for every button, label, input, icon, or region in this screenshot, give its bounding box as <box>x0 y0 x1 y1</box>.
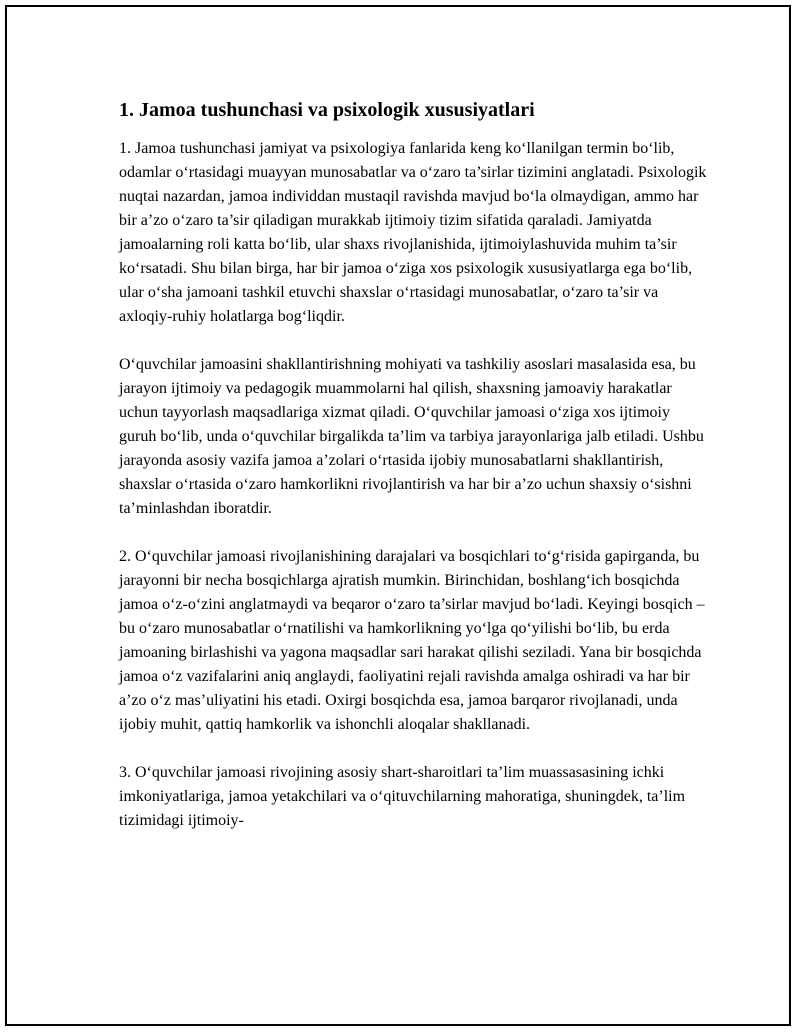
paragraph-3: 2. O‘quvchilar jamoasi rivojlanishining darajalari va bosqichlari to‘g‘risida gapirganda, bu jarayonni bir necha bosqichlarga ajratish mumkin. Birinchidan, boshlang‘ich bosqichda jamoa o‘z-o‘zini anglatmaydi va beqaror o‘zaro ta’sirlar mavjud bo‘ladi. Keyingi bosqich – bu o‘zaro munosabatlar o‘rnatilishi va hamkorlikning yo‘lga qo‘yilishi bo‘lib, bu erda jamoaning birlashishi va yagona maqsadlar sari harakat qilishi seziladi. Yana bir bosqichda jamoa o‘z vazifalarini aniq anglaydi, faoliyatini rejali ravishda amalga oshiradi va har bir a’zo o‘z mas’uliyatini his etadi. Oxirgi bosqichda esa, jamoa barqaror rivojlanadi, unda ijobiy muhit, qattiq hamkorlik va ishonchli aloqalar shakllanadi. <box>119 548 705 733</box>
paragraph-1: 1. Jamoa tushunchasi jamiyat va psixologiya fanlarida keng ko‘llanilgan termin bo‘lib, odamlar o‘rtasidagi muayyan munosabatlar va o‘zaro ta’sirlar tizimini anglatadi. Psixologik nuqtai nazardan, jamoa individdan mustaqil ravishda mavjud bo‘la olmaydigan, ammo har bir a’zo o‘zaro ta’sir qiladigan murakkab ijtimoiy tizim sifatida qaraladi. Jamiyatda jamoalarning roli katta bo‘lib, ular shaxs rivojlanishida, ijtimoiylashuvida muhim ta’sir ko‘rsatadi. Shu bilan birga, har bir jamoa o‘ziga xos psixologik xususiyatlarga ega bo‘lib, ular o‘sha jamoani tashkil etuvchi shaxslar o‘rtasidagi munosabatlar, o‘zaro ta’sir va axloqiy-ruhiy holatlarga bog‘liqdir. <box>119 140 707 325</box>
paragraph-2: O‘quvchilar jamoasini shakllantirishning mohiyati va tashkiliy asoslari masalasida esa, bu jarayon ijtimoiy va pedagogik muammolarni hal qilish, shaxsning jamoaviy harakatlar uchun tayyorlash maqsadlariga xizmat qiladi. O‘quvchilar jamoasi o‘ziga xos ijtimoiy guruh bo‘lib, unda o‘quvchilar birgalikda ta’lim va tarbiya jarayonlariga jalb etiladi. Ushbu jarayonda asosiy vazifa jamoa a’zolari o‘rtasida ijobiy munosabatlarni shakllantirish, shaxslar o‘rtasida o‘zaro hamkorlikni rivojlantirish va har bir a’zo uchun shaxsiy o‘sishni ta’minlashdan iboratdir. <box>119 356 704 517</box>
document-page <box>5 5 791 1026</box>
document-body <box>119 95 709 857</box>
document-heading: 1. Jamoa tushunchasi va psixologik xususiyatlari <box>119 99 535 121</box>
paragraph-4: 3. O‘quvchilar jamoasi rivojining asosiy shart-sharoitlari ta’lim muassasasining ichki imkoniyatlariga, jamoa yetakchilari va o‘qituvchilarning mahoratiga, shuningdek, ta’lim tizimidagi ijtimoiy- <box>119 764 686 829</box>
